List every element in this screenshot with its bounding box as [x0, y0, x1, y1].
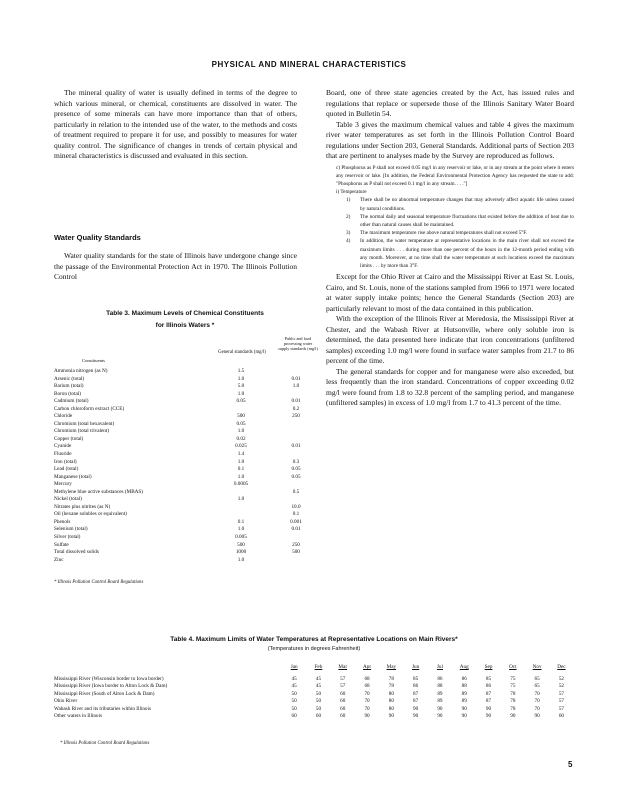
temperature-value: 57 — [340, 683, 346, 689]
month-header: Aug — [459, 664, 469, 670]
temperature-value: 85 — [413, 675, 419, 682]
general-standard: 1.0 — [237, 428, 245, 435]
temperature-value: 57 — [558, 705, 564, 712]
page-title: PHYSICAL AND MINERAL CHARACTERISTICS — [211, 60, 407, 69]
item-text: The normal daily and seasonal temperature fluctuations that existed before the addition of heat due to other than natural causes shall be maintained. — [360, 213, 574, 228]
general-standard: 0.1 — [237, 466, 245, 473]
table-row — [54, 383, 316, 391]
table-row — [54, 428, 316, 436]
constituent-name: Boron (total) — [54, 390, 81, 397]
temperature-value: 68 — [364, 675, 370, 682]
table-row — [54, 683, 574, 691]
location-name: Other waters in Illinois — [54, 713, 102, 719]
temperature-value: 68 — [364, 683, 370, 689]
temperature-label: i) Temperature — [336, 189, 367, 196]
constituent-name: Cadmium (total) — [54, 398, 89, 405]
month-header: Nov — [532, 664, 542, 670]
general-standard: 0.05 — [236, 420, 246, 427]
constituent-name: Nitrates plus nitrites (as N) — [54, 503, 111, 510]
constituent-name: Barium (total) — [54, 383, 84, 390]
table-row — [54, 534, 316, 542]
table-row — [54, 526, 316, 534]
constituent-name: Carbon chloroform extract (CCE) — [54, 405, 125, 412]
temperature-value: 65 — [534, 675, 540, 682]
constituent-name: Silver (total) — [54, 534, 81, 541]
table-row — [54, 549, 316, 557]
table-row — [54, 398, 316, 406]
temperature-value: 80 — [388, 690, 394, 697]
public-supply-standard: 0.01 — [291, 443, 301, 450]
general-standard: 0.005 — [235, 534, 247, 541]
constituent-name: Nickel (total) — [54, 496, 82, 503]
general-standard: 1000 — [235, 549, 247, 556]
month-header: May — [386, 664, 397, 670]
table-row — [54, 421, 316, 429]
general-standard: 1.0 — [237, 458, 245, 465]
temperature-value: 87 — [485, 690, 492, 697]
temperature-value: 89 — [461, 698, 467, 704]
temperature-value: 78 — [388, 675, 394, 682]
public-supply-standard — [276, 368, 316, 376]
temperature-value: 90 — [510, 713, 516, 719]
constituent-name: Iron (total) — [54, 458, 77, 465]
public-supply-standard — [276, 421, 316, 429]
temperature-value: 52 — [558, 675, 564, 682]
temperature-value: 90 — [364, 713, 370, 719]
general-standard: 500 — [237, 413, 245, 420]
table-row — [54, 406, 316, 414]
temperature-value: 75 — [510, 675, 516, 682]
table-row — [54, 519, 316, 527]
table3-caption-line2: for Illinois Waters * — [155, 322, 215, 329]
general-standard — [206, 504, 276, 512]
intro-paragraph: The mineral quality of water is usually defined in terms of the degree to which various mineral, or chemical, constituents are dissolved in water. The presence of some minerals can have more importance than that of others, particularly in relation to the intended use of the water, to the methods and costs of treatment required to prepare it for use, and possibly to measures for water quality control. The significance of changes in trends of certain physical and mineral characteristics is discussed and evaluated in this section. — [54, 88, 297, 160]
table-row — [54, 459, 316, 467]
table-row — [54, 504, 316, 512]
general-standard: 0.02 — [236, 435, 246, 442]
wq-paragraph: Water quality standards for the state of Illinois have undergone change since the passage of the Environmental Protection Act in 1970. The Illinois Pollution Control — [54, 251, 297, 281]
temperature-value: 52 — [558, 683, 564, 689]
temperature-value: 50 — [291, 705, 297, 712]
constituent-name: Phenols — [54, 518, 71, 525]
table-row — [54, 368, 316, 376]
temperature-value: 60 — [315, 713, 322, 719]
temperature-value: 78 — [510, 698, 516, 704]
constituent-name: Copper (total) — [54, 435, 84, 442]
public-supply-standard: 0.3 — [292, 458, 300, 465]
table4-header — [54, 664, 574, 672]
general-standard: 1.0 — [237, 526, 245, 533]
table3-header — [54, 336, 318, 368]
public-supply-standard: 0.05 — [291, 473, 301, 480]
item-number: 4) — [346, 238, 351, 245]
general-standard: 1.0 — [237, 496, 245, 503]
table-row — [54, 451, 316, 459]
right-column — [326, 88, 574, 409]
temperature-value: 50 — [315, 698, 322, 704]
general-standard: 1.5 — [237, 368, 245, 374]
public-supply-standard — [276, 557, 316, 565]
temperature-rules — [336, 196, 574, 270]
table-row — [54, 466, 316, 474]
temperature-value: 88 — [461, 683, 467, 689]
location-name: Mississippi River (Wisconsin border to Iowa border) — [54, 675, 164, 682]
item-number: 3) — [346, 230, 351, 237]
temperature-value: 90 — [485, 713, 492, 719]
table-row — [54, 706, 574, 714]
wq-paragraph-block — [54, 251, 297, 283]
temperature-value: 90 — [461, 705, 467, 712]
temperature-value: 60 — [340, 698, 346, 704]
table-row — [54, 496, 316, 504]
temperature-value: 90 — [437, 713, 443, 719]
constituent-name: Manganese (total) — [54, 473, 92, 480]
table-row — [54, 443, 316, 451]
table-row — [54, 413, 316, 421]
table4-subcaption: (Temperatures in degrees Fahrenheit) — [267, 646, 361, 652]
public-supply-standard — [276, 481, 316, 489]
general-standard: 0.0005 — [233, 481, 249, 488]
temperature-value: 86 — [461, 675, 467, 682]
location-name: Wabash River and its tributaries within Illinois — [54, 705, 151, 712]
constituent-name: Lead (total) — [54, 466, 79, 473]
general-standard: 5.0 — [237, 383, 245, 390]
temperature-value: 89 — [461, 690, 467, 697]
public-supply-standard — [276, 534, 316, 542]
month-header: Jun — [412, 664, 420, 670]
constituent-name: Selenium (total) — [54, 526, 88, 533]
temperature-value: 45 — [315, 675, 322, 682]
general-standard: 1.0 — [237, 390, 245, 397]
page-number: 5 — [568, 760, 573, 769]
table4-body — [54, 676, 574, 721]
table3-caption-line1: Table 3. Maximum Levels of Chemical Constituents — [106, 310, 264, 317]
constituent-name: Arsenic (total) — [54, 375, 85, 382]
phosphorus-rule: c) Phosphorus as P shall not exceed 0.05 mg/l in any reservoir or lake, or in any stream at the point where it enters any reservoir or lake. [In addition, the Federal Environmental Protection Agency has requested the state to add: "Phosphorus as P shall not exceed 0.1 mg/l in any stream. . . ."] — [336, 164, 574, 187]
temperature-value: 86 — [485, 683, 492, 689]
temperature-value: 70 — [364, 698, 370, 704]
temperature-value: 78 — [510, 705, 516, 712]
month-header: Apr — [363, 664, 372, 670]
temperature-value: 90 — [413, 713, 419, 719]
temperature-value: 89 — [437, 698, 443, 704]
list-item — [346, 213, 574, 229]
public-supply-standard: 250 — [292, 541, 300, 548]
temperature-value: 70 — [364, 705, 370, 712]
temperature-value: 70 — [534, 705, 540, 712]
public-supply-standard: 0.01 — [291, 526, 301, 533]
water-quality-heading: Water Quality Standards — [54, 233, 141, 242]
public-supply-standard — [276, 428, 316, 436]
temperature-value: 70 — [534, 698, 540, 704]
temperature-value: 50 — [315, 705, 322, 712]
public-supply-standard — [276, 391, 316, 399]
temperature-value: 78 — [388, 683, 394, 689]
right-paragraph-5: The general standards for copper and for manganese were also exceeded, but less frequently than the iron standard. Concentrations of copper exceeding 0.02 mg/l were found from 1.8 to 32.8 percent of the sampling period, and manganese (unfiltered samples) in excess of 1.0 mg/l from 1.7 to 41.3 percent of the time. — [326, 366, 574, 408]
general-standard: 1.0 — [237, 375, 245, 382]
col-constituents: Constituents — [82, 358, 105, 363]
public-supply-standard: 0.001 — [290, 518, 302, 525]
general-standard: 1.4 — [237, 451, 245, 458]
general-standard: 1.0 — [237, 473, 245, 480]
temperature-value: 90 — [534, 713, 540, 719]
temperature-value: 60 — [291, 713, 297, 719]
right-paragraph-1: Board, one of three state agencies created by the Act, has issued rules and regulations that replace or supersede those of the Illinois Sanitary Water Board quoted in Bulletin 54. — [326, 88, 574, 118]
general-standard: 0.025 — [235, 443, 247, 450]
table4-footnote: * Illinois Pollution Control Board Regulations — [60, 741, 150, 746]
temperature-value: 70 — [364, 690, 370, 697]
table-row — [54, 557, 316, 565]
temperature-value: 70 — [534, 690, 540, 697]
general-standard: 0.1 — [237, 518, 245, 525]
temperature-value: 90 — [388, 713, 394, 719]
temperature-value: 78 — [510, 690, 516, 697]
month-header: Jan — [290, 664, 298, 670]
table4-caption — [54, 636, 574, 652]
temperature-value: 45 — [291, 683, 297, 689]
constituent-name: Mercury — [54, 481, 72, 488]
temperature-value: 45 — [315, 683, 322, 689]
public-supply-standard: 0.05 — [291, 466, 301, 473]
location-name: Ohio River — [54, 698, 78, 704]
public-supply-standard — [276, 451, 316, 459]
table-row — [54, 436, 316, 444]
public-supply-standard: 500 — [292, 549, 300, 556]
temperature-value: 57 — [558, 698, 564, 704]
table-row — [54, 511, 316, 519]
public-supply-standard: 0.5 — [292, 488, 300, 495]
public-supply-standard: 0.2 — [292, 405, 300, 412]
temperature-value: 57 — [558, 690, 564, 697]
list-item — [346, 237, 574, 270]
item-number: 1) — [346, 197, 351, 204]
temperature-value: 80 — [388, 698, 394, 704]
quoted-regulations — [326, 164, 574, 271]
table-row — [54, 481, 316, 489]
table3 — [54, 336, 318, 564]
constituent-name: Sulfate — [54, 541, 69, 548]
constituent-name: Zinc — [54, 556, 64, 563]
temperature-value: 90 — [437, 705, 443, 712]
temperature-value: 90 — [485, 705, 492, 712]
public-supply-standard: 250 — [292, 413, 300, 420]
table-row — [54, 676, 574, 684]
public-supply-standard — [276, 436, 316, 444]
table-row — [54, 698, 574, 706]
table-row — [54, 489, 316, 497]
constituent-name: Ammonia nitrogen (as N) — [54, 368, 108, 374]
temperature-value: 86 — [437, 675, 443, 682]
public-supply-standard: 10.0 — [291, 503, 301, 510]
public-supply-standard: 0.01 — [291, 398, 301, 405]
constituent-name: Chloride — [54, 413, 73, 420]
temperature-value: 87 — [413, 690, 419, 697]
temperature-value: 85 — [485, 675, 492, 682]
constituent-name: Oil (hexane solubles or equivalent) — [54, 511, 127, 518]
table3-caption — [54, 310, 316, 329]
public-supply-standard: 0.01 — [291, 375, 301, 382]
month-header: Sep — [484, 664, 493, 670]
public-supply-standard: 0.1 — [292, 511, 300, 518]
list-item — [346, 196, 574, 212]
constituent-name: Methylene blue active substances (MBAS) — [54, 488, 144, 495]
temperature-value: 86 — [413, 683, 419, 689]
general-standard: 500 — [237, 541, 245, 548]
col-general: General standards (mg/l) — [218, 350, 266, 355]
month-header: Oct — [509, 664, 517, 670]
temperature-value: 60 — [340, 713, 346, 719]
public-supply-standard: 1.0 — [292, 383, 300, 390]
temperature-value: 60 — [340, 705, 346, 712]
temperature-value: 75 — [510, 683, 516, 689]
item-text: The maximum temperature rise above natural temperatures shall not exceed 5°F. — [360, 230, 528, 237]
constituent-name: Chromium (total hexavalent) — [54, 420, 115, 427]
general-standard — [206, 489, 276, 497]
temperature-value: 89 — [437, 690, 443, 697]
temperature-value: 87 — [413, 698, 419, 704]
table4 — [54, 664, 574, 721]
general-standard: 0.05 — [236, 398, 246, 405]
table-row — [54, 376, 316, 384]
item-text: In addition, the water temperature at representative locations in the main river shall not exceed the maximum limits . . . during more than one percent of the hours in the 12-month period ending with any month. Moreover, at no time shall the water temperature at such locations exceed the maximum limits . . . by more than 3°F. — [360, 238, 574, 269]
item-number: 2) — [346, 213, 351, 220]
month-header: Jul — [436, 664, 443, 670]
temperature-value: 60 — [558, 713, 564, 719]
temperature-value: 90 — [413, 705, 419, 712]
table3-footnote: * Illinois Pollution Control Board Regulations — [54, 580, 144, 585]
general-standard — [206, 511, 276, 519]
constituent-name: Fluoride — [54, 451, 72, 458]
temperature-value: 65 — [534, 683, 540, 689]
table-row — [54, 391, 316, 399]
month-header: Dec — [557, 664, 566, 670]
temperature-value: 90 — [461, 713, 467, 719]
list-item — [346, 229, 574, 237]
general-standard: 1.0 — [237, 556, 245, 563]
month-header: Feb — [314, 664, 323, 670]
table-row — [54, 474, 316, 482]
temperature-value: 87 — [485, 698, 492, 704]
table-row — [54, 713, 574, 721]
col-public: Public and food processing water supply standards (mg/l) — [278, 336, 318, 352]
table-row — [54, 542, 316, 550]
constituent-name: Total dissolved solids — [54, 549, 99, 556]
temperature-value: 60 — [340, 690, 346, 697]
month-header: Mar — [338, 664, 348, 670]
temperature-value: 57 — [340, 675, 346, 682]
constituent-name: Cyanide — [54, 443, 72, 450]
table-row — [54, 691, 574, 699]
public-supply-standard — [276, 496, 316, 504]
table3-body — [54, 368, 316, 564]
location-name: Mississippi River (Iowa border to Alton Lock & Dam) — [54, 683, 168, 689]
temperature-value: 88 — [437, 683, 443, 689]
temperature-value: 50 — [315, 690, 322, 697]
item-text: There shall be no abnormal temperature changes that may adversely affect aquatic life unless caused by natural conditions. — [360, 197, 574, 212]
temperature-value: 50 — [291, 690, 297, 697]
constituent-name: Chromium (total trivalent) — [54, 428, 110, 435]
table4-caption-line: Table 4. Maximum Limits of Water Temperatures at Representative Locations on Main Rivers* — [170, 636, 458, 643]
temperature-value: 50 — [291, 698, 297, 704]
general-standard — [206, 406, 276, 414]
temperature-value: 45 — [291, 675, 297, 682]
location-name: Mississippi River (South of Alton Lock & Dam) — [54, 690, 155, 697]
left-intro — [54, 88, 297, 162]
location-header — [54, 664, 282, 672]
right-paragraph-4: With the exception of the Illinois River at Meredosia, the Mississippi River at Chester, and the Wabash River at Hutsonville, where only soluble iron is determined, the data presented here indicate that iron concentrations (unfiltered samples) exceeding 1.0 mg/l were found in surface water samples from 21.7 to 86 percent of the time. — [326, 314, 574, 366]
right-paragraph-2: Table 3 gives the maximum chemical values and table 4 gives the maximum river water temperatures as set forth in the Illinois Pollution Control Board regulations under Section 203, General Standards. Additional parts of Section 203 that are pertinent to analyses made by the Survey are reproduced as follows. — [326, 119, 574, 160]
temperature-value: 80 — [388, 705, 394, 712]
right-paragraph-3: Except for the Ohio River at Cairo and the Mississippi River at East St. Louis, Cairo, and St. Louis, none of the stations sampled from 1966 to 1971 were located at water supply intake points; hence the General Standards (Section 203) are particularly relevant to most of the data contained in this publication. — [326, 272, 574, 313]
